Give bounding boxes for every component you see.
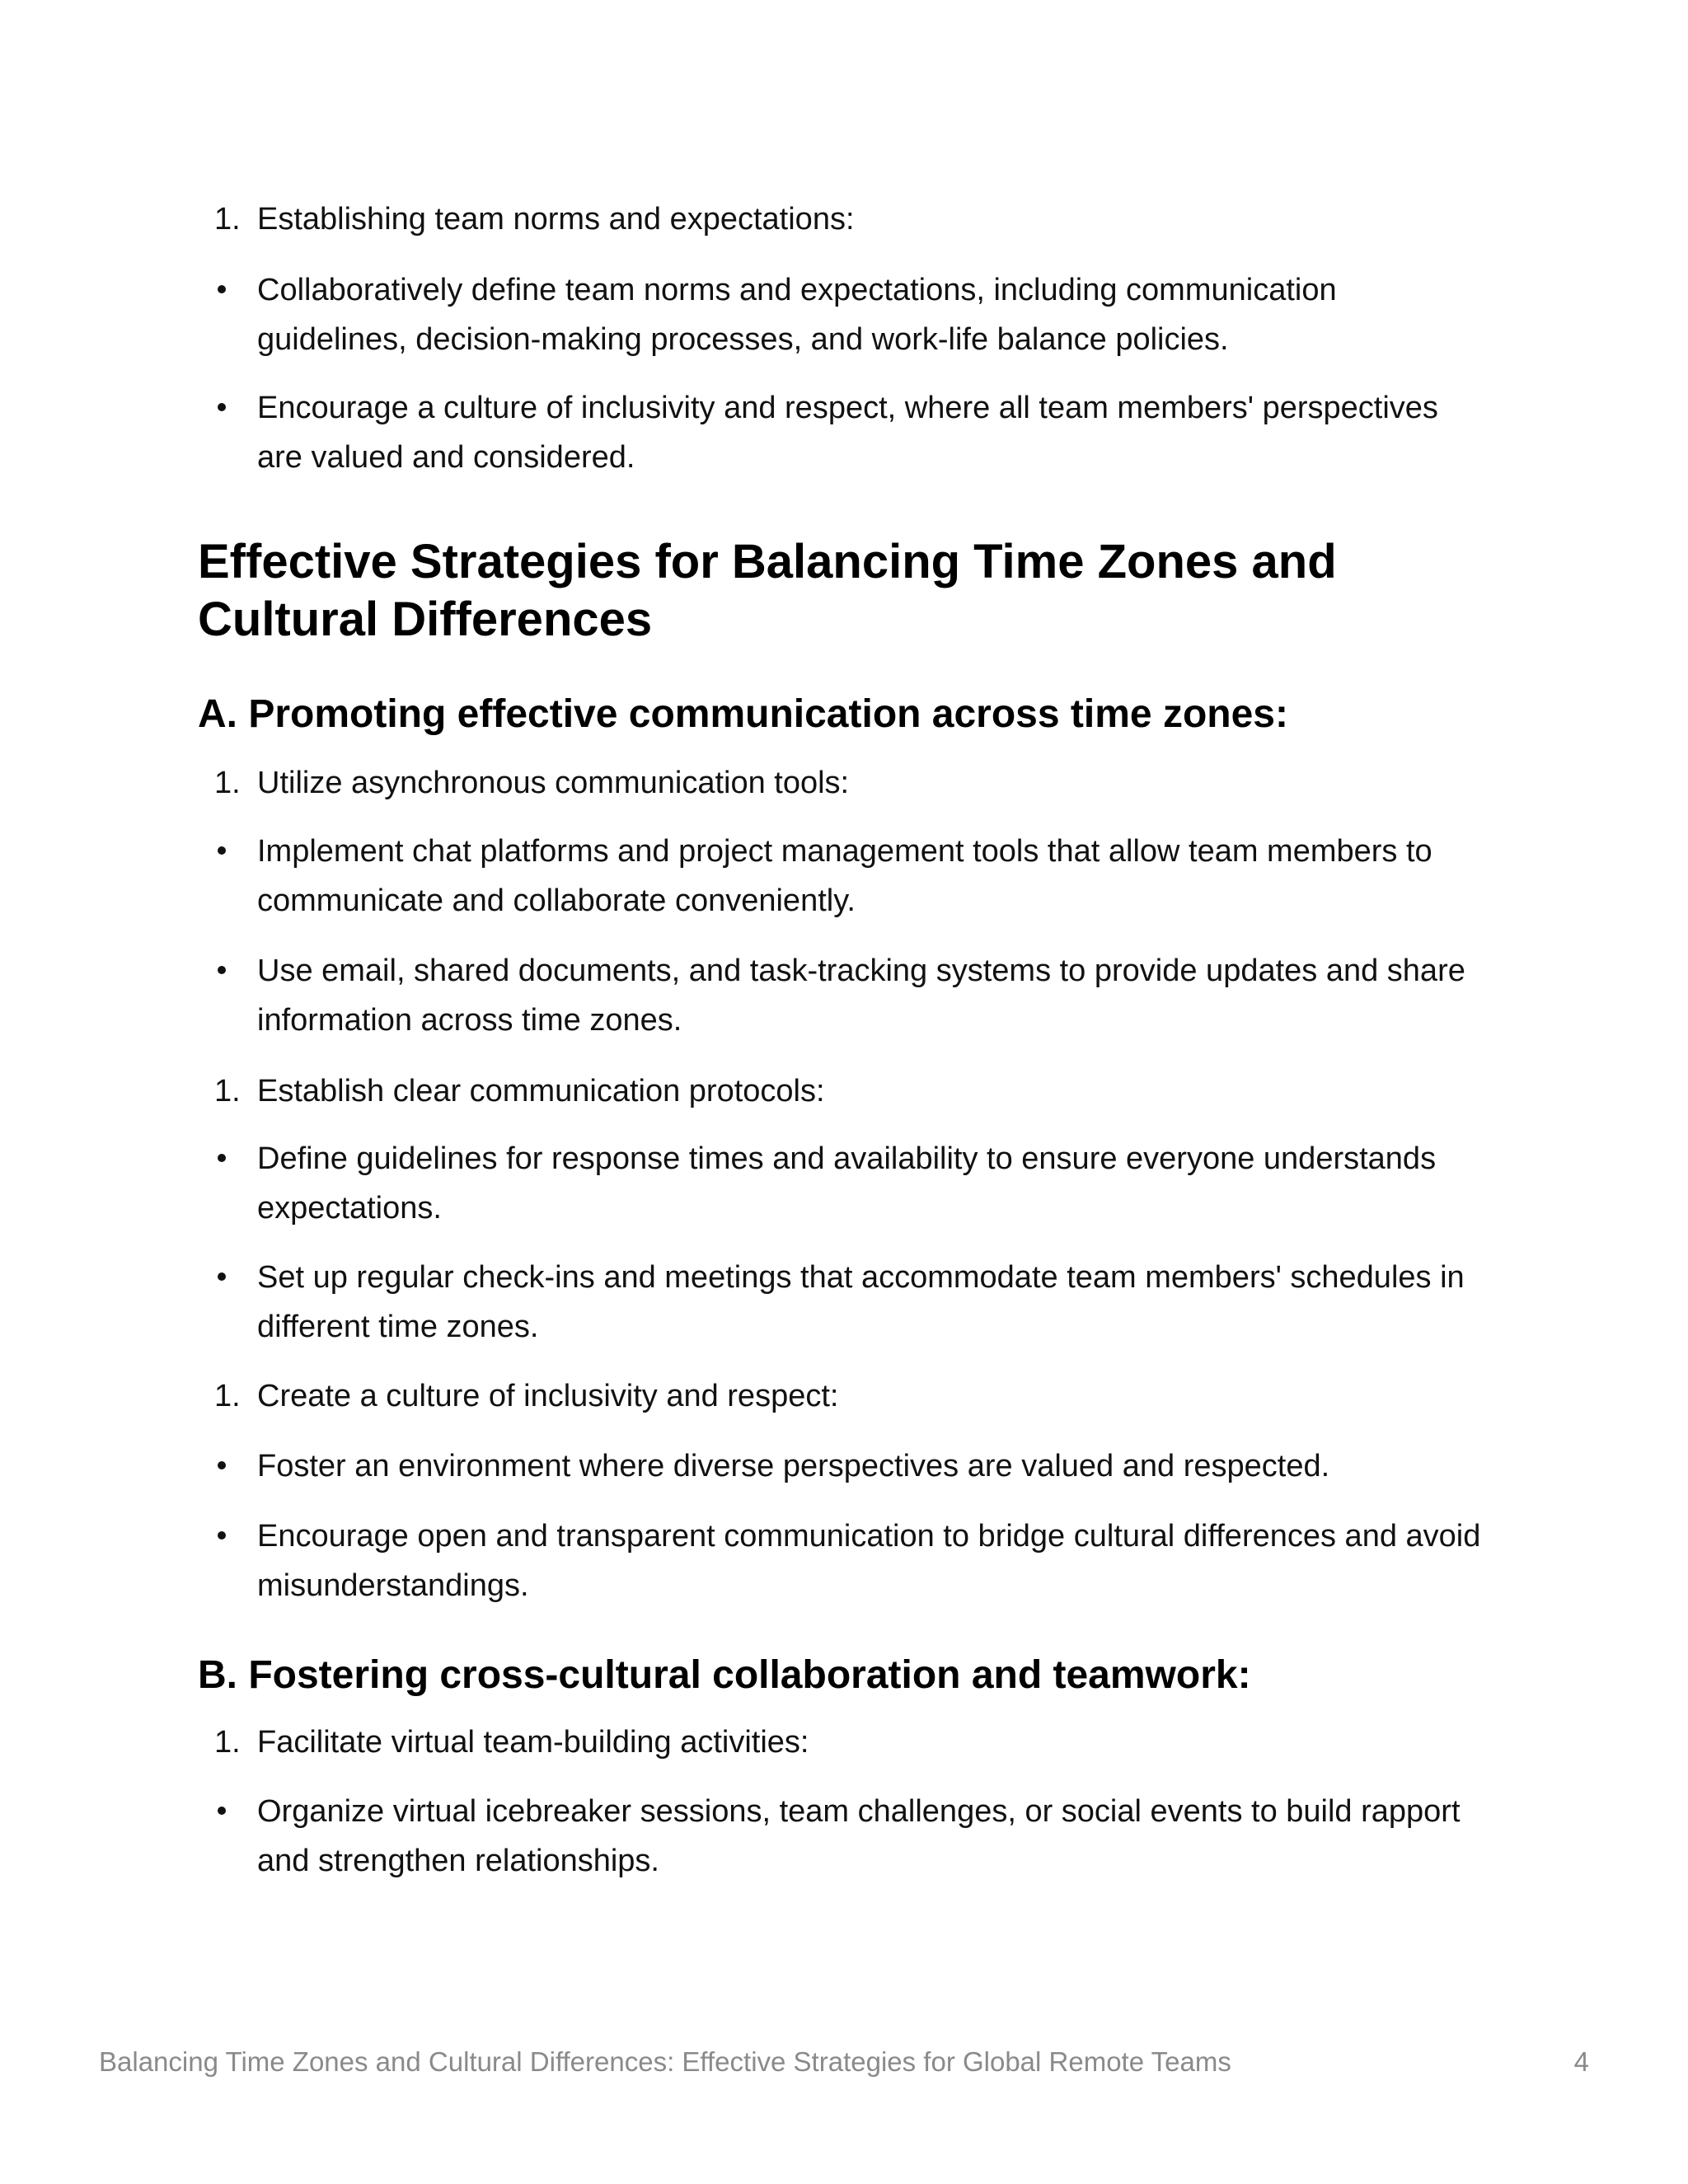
bullet-icon xyxy=(198,1253,257,1302)
numbered-item xyxy=(198,1718,1484,1767)
subsection-heading: A. Promoting effective communication across time zones: xyxy=(198,692,1288,736)
numbered-item xyxy=(198,1371,1484,1421)
bullet-icon xyxy=(198,383,257,433)
list-item-text: Create a culture of inclusivity and respect: xyxy=(257,1379,839,1413)
bullet-item xyxy=(198,1441,1484,1491)
bullet-icon xyxy=(198,827,257,876)
list-number: 1. xyxy=(214,766,241,800)
bullet-item xyxy=(198,265,1484,364)
list-item-text: Set up regular check-ins and meetings that accommodate team members' schedules in different time zones. xyxy=(257,1260,1465,1344)
list-item-text: Organize virtual icebreaker sessions, team challenges, or social events to build rapport and strengthen relationships. xyxy=(257,1794,1461,1878)
list-item-text: Utilize asynchronous communication tools: xyxy=(257,766,850,800)
list-item-text: Encourage a culture of inclusivity and respect, where all team members' perspectives are valued and considered. xyxy=(257,391,1438,475)
list-item-text: Facilitate virtual team-building activities: xyxy=(257,1725,809,1760)
list-number: 1. xyxy=(214,1379,241,1413)
bullet-item xyxy=(198,1787,1484,1886)
bullet-icon xyxy=(198,265,257,315)
list-item-text: Foster an environment where diverse perspectives are valued and respected. xyxy=(257,1449,1330,1483)
bullet-item xyxy=(198,383,1484,482)
bullet-icon xyxy=(198,1787,257,1836)
list-number: 1. xyxy=(214,202,241,237)
bullet-icon xyxy=(198,1134,257,1183)
bullet-icon xyxy=(198,1441,257,1491)
numbered-item xyxy=(198,758,1484,808)
section-heading: Effective Strategies for Balancing Time Zones and Cultural Differences xyxy=(198,535,1337,646)
list-number: 1. xyxy=(214,1074,241,1108)
bullet-icon xyxy=(198,1511,257,1561)
list-item-text: Encourage open and transparent communication to bridge cultural differences and avoid misunderstandings. xyxy=(257,1519,1481,1603)
bullet-item xyxy=(198,1134,1484,1233)
footer-document-title: Balancing Time Zones and Cultural Differences: Effective Strategies for Global Remote Teams xyxy=(99,2046,1231,2077)
list-item-text: Use email, shared documents, and task-tracking systems to provide updates and share information across time zones. xyxy=(257,954,1465,1038)
numbered-item xyxy=(198,1066,1484,1116)
subsection-heading: B. Fostering cross-cultural collaboration and teamwork: xyxy=(198,1653,1251,1697)
numbered-item xyxy=(198,194,1484,244)
list-item-text: Define guidelines for response times and availability to ensure everyone understands expectations. xyxy=(257,1141,1437,1226)
list-item-text: Collaboratively define team norms and expectations, including communication guidelines, decision-making processes, and work-life balance policies. xyxy=(257,273,1337,357)
bullet-item xyxy=(198,946,1484,1045)
bullet-item xyxy=(198,1511,1484,1610)
bullet-item xyxy=(198,827,1484,926)
list-item-text: Establishing team norms and expectations: xyxy=(257,202,855,237)
list-item-text: Establish clear communication protocols: xyxy=(257,1074,825,1108)
footer-page-number: 4 xyxy=(1573,2046,1589,2077)
bullet-item xyxy=(198,1253,1484,1352)
list-number: 1. xyxy=(214,1725,241,1760)
bullet-icon xyxy=(198,946,257,996)
list-item-text: Implement chat platforms and project management tools that allow team members to communicate and collaborate conveniently. xyxy=(257,834,1432,918)
